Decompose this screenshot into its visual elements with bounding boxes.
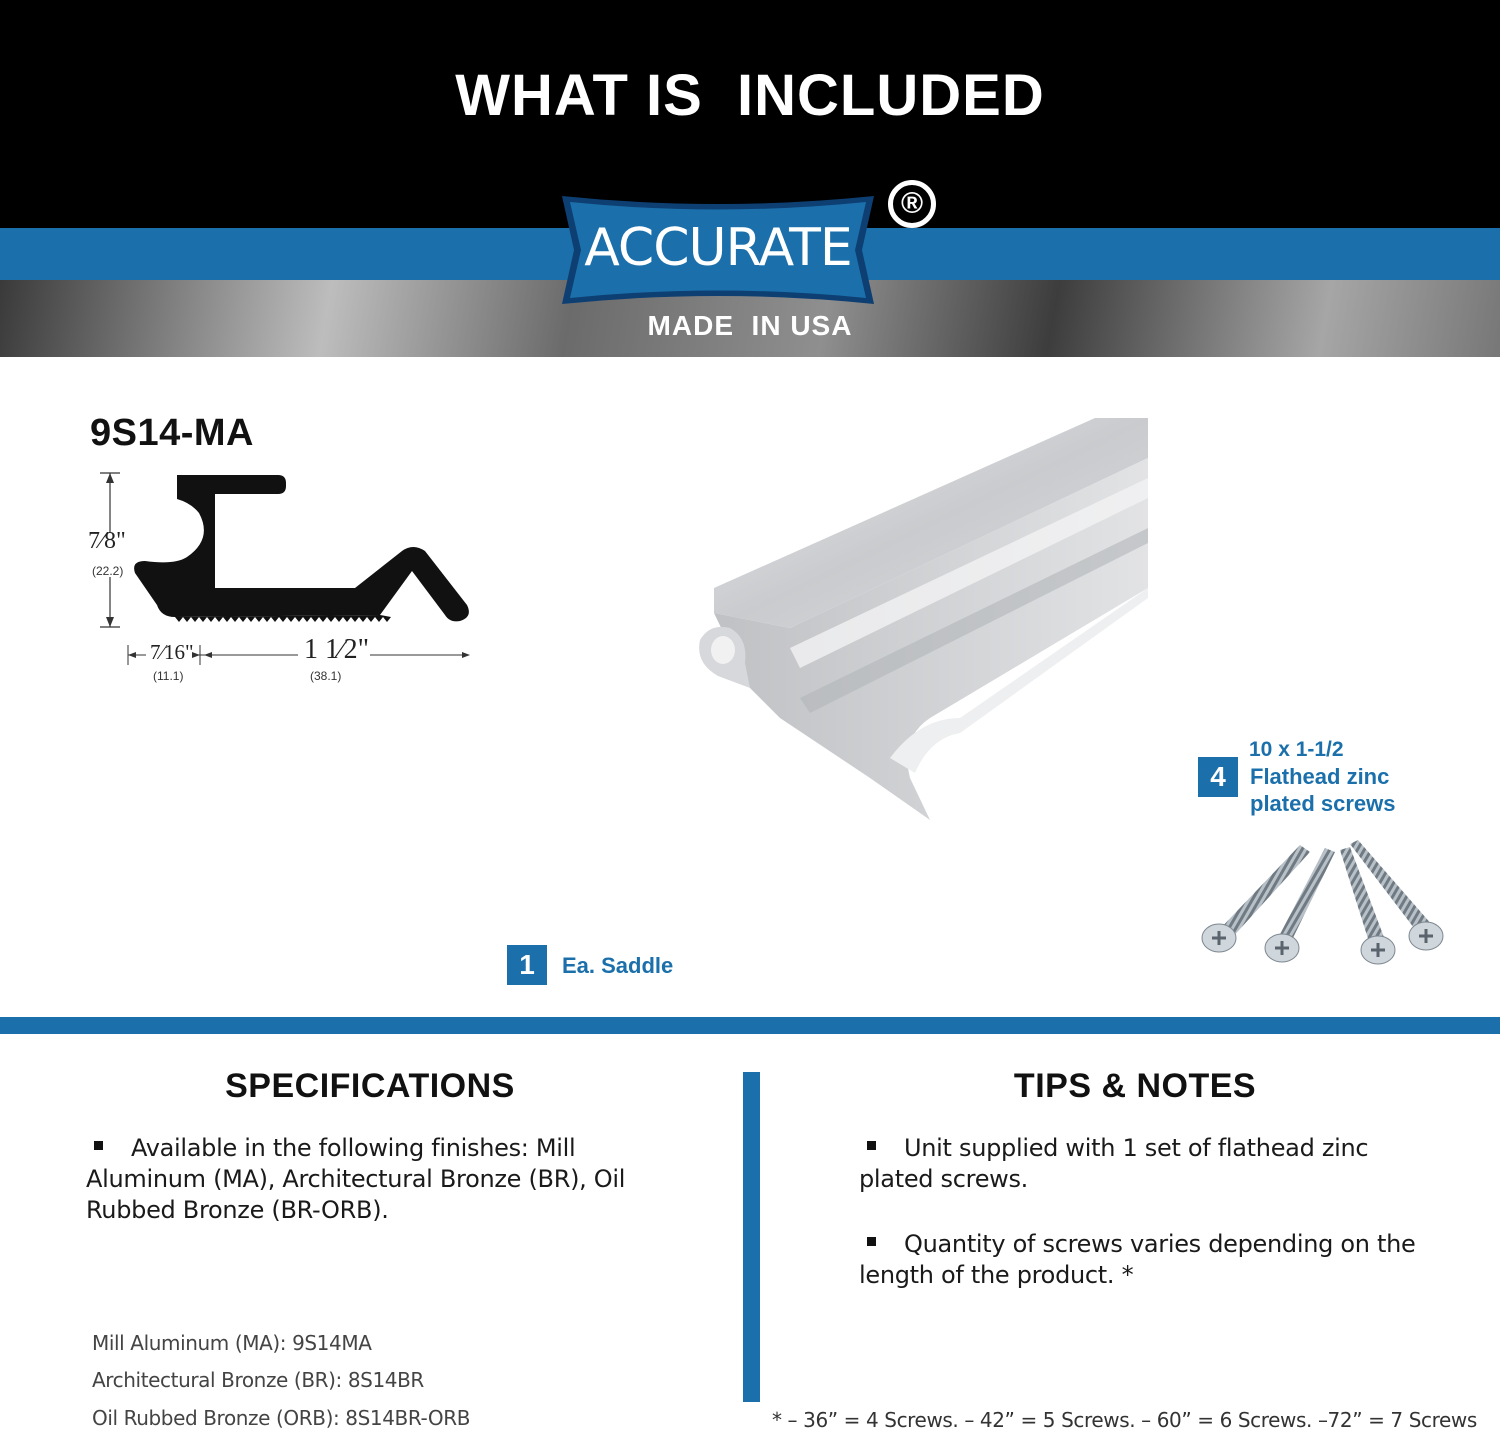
tip-bullet-1: Unit supplied with 1 set of flathead zinc plated screws. [859,1134,1369,1193]
spec-bullet: Available in the following finishes: Mill Aluminum (MA), Architectural Bronze (BR), Oil Rubbed Bronze (BR-ORB). [86,1134,626,1224]
screw-quantity-footnote: * – 36” = 4 Screws. – 42” = 5 Screws. – 60” = 6 Screws. –72” = 7 Screws [772,1408,1477,1432]
qty-badge-saddle: 1 [507,945,547,985]
qty-badge-screws: 4 [1198,757,1238,797]
bullet-icon [94,1141,103,1150]
tips-heading: TIPS & NOTES [1013,1067,1257,1105]
right-width-fraction: 1 1⁄2" [304,634,370,665]
height-mm: (22.2) [92,564,124,578]
item-label-screws-line2: Flathead zinc [1250,764,1390,789]
item-label-screws-line1: 10 x 1-1/2 [1249,738,1344,761]
saddle-product-image [690,418,1150,820]
column-divider [743,1072,760,1402]
left-width-fraction: 7⁄16" [150,640,194,664]
brand-name: ACCURATE [584,218,852,278]
screws-image [1195,840,1450,970]
sku-oil-rubbed-bronze: Oil Rubbed Bronze (ORB): 8S14BR-ORB [92,1406,471,1430]
item-label-saddle: Ea. Saddle [562,953,674,978]
profile-diagram [95,465,485,645]
tip-bullet-2: Quantity of screws varies depending on the length of the product. * [859,1230,1416,1289]
made-in-usa-label: MADE IN USA [647,310,853,341]
sku-mill-aluminum: Mill Aluminum (MA): 9S14MA [92,1331,372,1355]
section-divider [0,1017,1500,1034]
registered-mark: ® [888,180,936,228]
page-title: WHAT IS INCLUDED [455,63,1045,128]
specifications-heading: SPECIFICATIONS [225,1067,515,1105]
product-code: 9S14-MA [90,412,254,454]
right-width-mm: (38.1) [310,669,342,683]
bullet-icon [867,1141,876,1150]
item-label-screws-line3: plated screws [1250,791,1396,816]
left-width-mm: (11.1) [153,669,184,683]
bullet-icon [867,1237,876,1246]
height-fraction: 7⁄8" [88,528,126,554]
sku-architectural-bronze: Architectural Bronze (BR): 8S14BR [92,1368,424,1392]
